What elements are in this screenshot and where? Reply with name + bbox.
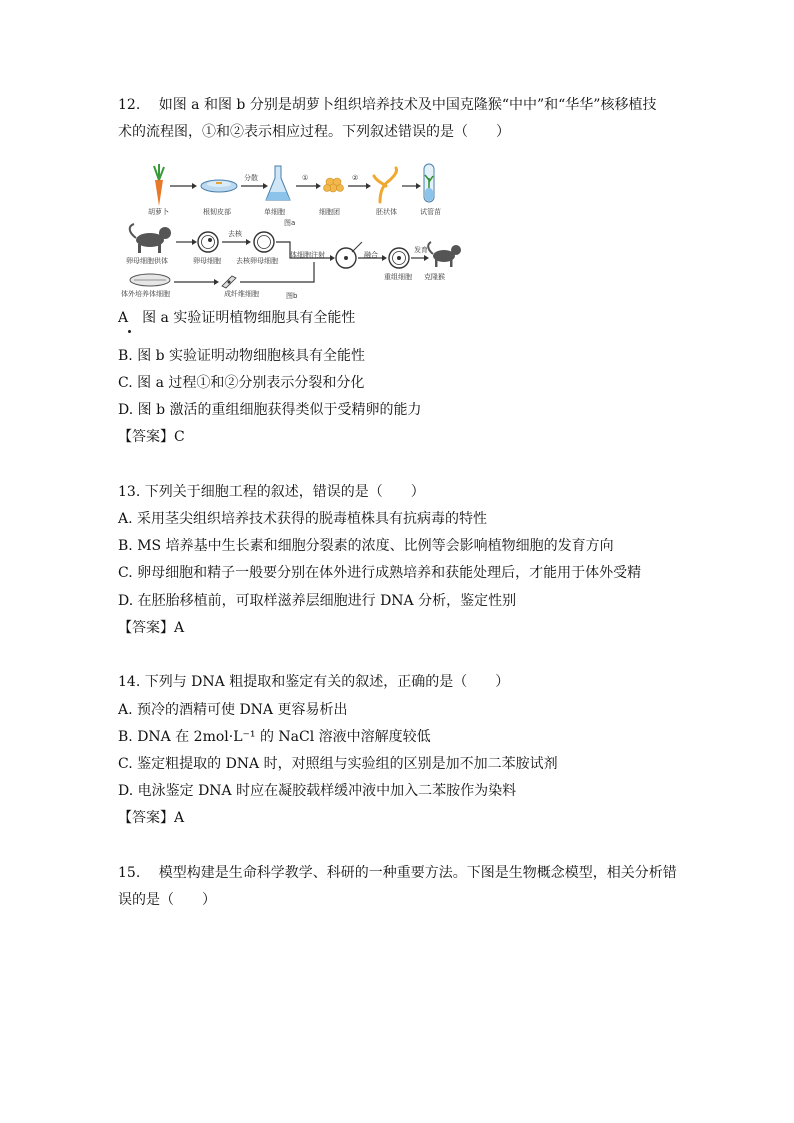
oocyte-icon xyxy=(198,232,218,252)
q13-answer: 【答案】A xyxy=(118,620,185,636)
monkey-donor-icon xyxy=(130,224,171,253)
fig-b-label-3: 体外培养体细胞 xyxy=(121,290,170,298)
culture-dish-icon xyxy=(130,274,170,286)
fig-a-label-0: 胡萝卜 xyxy=(148,208,169,216)
cell-cluster-icon xyxy=(324,178,344,192)
q13-option-c: C. 卵母细胞和精子一般要分别在体外进行成熟培养和获能处理后，才能用于体外受精 xyxy=(118,565,642,581)
fig-a-arrow-0: 分散 xyxy=(244,174,258,182)
q12-option-a: A 图 a 实验证明植物细胞具有全能性 xyxy=(118,310,356,326)
q14-option-b: B. DNA 在 2mol·L⁻¹ 的 NaCl 溶液中溶解度较低 xyxy=(118,729,431,745)
q12-option-b: B. 图 b 实验证明动物细胞核具有全能性 xyxy=(118,348,366,364)
carrot-icon xyxy=(154,164,164,206)
fig-a-label-1: 根韧皮部 xyxy=(203,208,231,216)
fig-b-arrow-1: 体细胞注射 xyxy=(290,251,325,259)
fibroblast-icon xyxy=(222,276,236,288)
q14-option-c: C. 鉴定粗提取的 DNA 时，对照组与实验组的区别是加不加二苯胺试剂 xyxy=(118,756,558,772)
q14-option-a: A. 预冷的酒精可使 DNA 更容易析出 xyxy=(118,702,348,718)
enucleated-oocyte-icon xyxy=(254,232,274,252)
fig-b-label-6: 克隆猴 xyxy=(424,273,445,281)
q12-option-c: C. 图 a 过程①和②分别表示分裂和分化 xyxy=(118,375,365,391)
q13-option-d: D. 在胚胎移植前，可取样滋养层细胞进行 DNA 分析，鉴定性别 xyxy=(118,593,517,609)
fig-b-label-0: 卵母细胞供体 xyxy=(126,257,168,265)
fig-b-arrow-2: 融合 xyxy=(364,251,378,259)
fig-b-label-2: 去核卵母细胞 xyxy=(236,257,278,265)
fig-b-arrow-0: 去核 xyxy=(228,230,242,238)
cloned-monkey-icon xyxy=(428,242,461,267)
q13-option-a: A. 采用茎尖组织培养技术获得的脱毒植株具有抗病毒的特性 xyxy=(118,511,488,527)
fig-b-label-4: 成纤维细胞 xyxy=(224,290,259,298)
fig-a-caption: 图a xyxy=(284,219,296,227)
fig-b-label-5: 重组细胞 xyxy=(384,273,412,281)
q12-answer: 【答案】C xyxy=(118,429,185,445)
q12-option-d: D. 图 b 激活的重组细胞获得类似于受精卵的能力 xyxy=(118,402,422,418)
fig-a-arrow-2: ② xyxy=(352,174,359,182)
q14-stem: 14. 下列与 DNA 粗提取和鉴定有关的叙述，正确的是（ ） xyxy=(118,674,510,690)
injected-cell-icon xyxy=(336,242,362,268)
q14-option-d: D. 电泳鉴定 DNA 时应在凝胶载样缓冲液中加入二苯胺作为染料 xyxy=(118,783,517,799)
fig-b-label-1: 卵母细胞 xyxy=(193,257,221,265)
q12-stem-line2: 术的流程图，①和②表示相应过程。下列叙述错误的是（ ） xyxy=(118,124,510,140)
fig-a-label-3: 细胞团 xyxy=(319,208,340,216)
fig-a-arrow-1: ① xyxy=(302,174,309,182)
fig-b-arrow-3: 发育 xyxy=(414,246,428,254)
embryoid-icon xyxy=(374,168,397,202)
fig-b-caption: 图b xyxy=(286,292,298,300)
q13-option-b: B. MS 培养基中生长素和细胞分裂素的浓度、比例等会影响植物细胞的发育方向 xyxy=(118,538,614,554)
q14-answer: 【答案】A xyxy=(118,810,185,826)
flask-icon xyxy=(266,166,290,200)
q13-stem: 13. 下列关于细胞工程的叙述，错误的是（ ） xyxy=(118,484,425,500)
fig-a-label-2: 单细胞 xyxy=(264,208,285,216)
fig-a-label-4: 胚状体 xyxy=(376,208,397,216)
q15-stem-line1: 15. 模型构建是生命科学教学、科研的一种重要方法。下图是生物概念模型，相关分析错 xyxy=(118,865,677,881)
q12-figure xyxy=(118,158,468,304)
q15-stem-line2: 误的是（ ） xyxy=(118,892,216,908)
reconstructed-cell-icon xyxy=(389,248,409,268)
q12-stem-line1: 12. 如图 a 和图 b 分别是胡萝卜组织培养技术及中国克隆猴“中中”和“华华”核移植技 xyxy=(118,97,657,113)
test-tube-icon xyxy=(424,164,434,202)
fig-a-label-5: 试管苗 xyxy=(420,208,441,216)
stray-dot xyxy=(128,330,131,333)
petri-dish-icon xyxy=(201,180,237,192)
